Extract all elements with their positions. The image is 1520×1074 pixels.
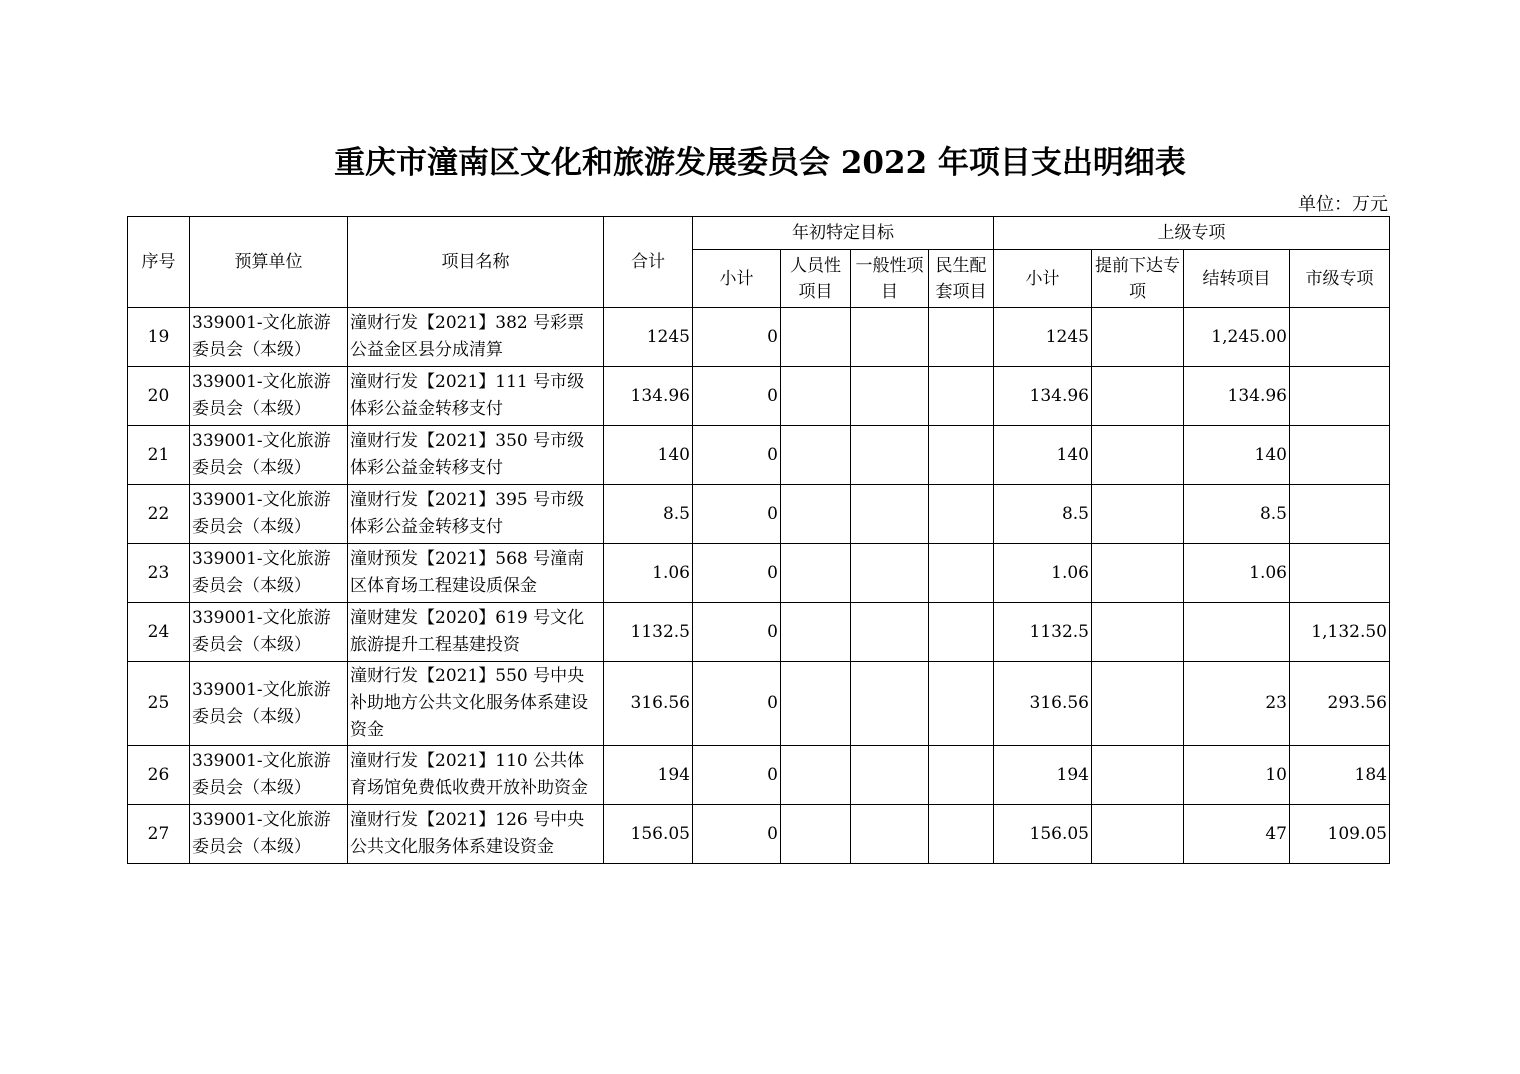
table-body xyxy=(128,308,1390,864)
cell-initial-subtotal: 0 xyxy=(693,662,781,746)
cell-general xyxy=(851,485,929,544)
cell-seq: 25 xyxy=(128,662,190,746)
cell-project-name: 潼财预发【2021】568 号潼南区体育场工程建设质保金 xyxy=(348,544,604,603)
cell-budget-unit: 339001-文化旅游委员会（本级） xyxy=(190,603,348,662)
project-expenditure-table xyxy=(127,216,1390,864)
cell-budget-unit: 339001-文化旅游委员会（本级） xyxy=(190,662,348,746)
cell-project-name: 潼财建发【2020】619 号文化旅游提升工程基建投资 xyxy=(348,603,604,662)
cell-initial-subtotal: 0 xyxy=(693,426,781,485)
cell-advance xyxy=(1092,426,1184,485)
cell-initial-subtotal: 0 xyxy=(693,485,781,544)
header-personnel: 人员性项目 xyxy=(781,250,851,308)
cell-superior-subtotal: 140 xyxy=(994,426,1092,485)
cell-carryover: 134.96 xyxy=(1184,367,1290,426)
table-row xyxy=(128,426,1390,485)
cell-superior-subtotal: 8.5 xyxy=(994,485,1092,544)
cell-livelihood xyxy=(929,485,994,544)
cell-budget-unit: 339001-文化旅游委员会（本级） xyxy=(190,805,348,864)
cell-general xyxy=(851,426,929,485)
cell-superior-subtotal: 156.05 xyxy=(994,805,1092,864)
header-budget-unit: 预算单位 xyxy=(190,217,348,308)
cell-superior-subtotal: 134.96 xyxy=(994,367,1092,426)
cell-seq: 19 xyxy=(128,308,190,367)
cell-superior-subtotal: 1245 xyxy=(994,308,1092,367)
cell-seq: 26 xyxy=(128,746,190,805)
cell-total: 1245 xyxy=(604,308,693,367)
cell-budget-unit: 339001-文化旅游委员会（本级） xyxy=(190,544,348,603)
header-group-superior: 上级专项 xyxy=(994,217,1390,250)
cell-total: 1.06 xyxy=(604,544,693,603)
cell-advance xyxy=(1092,805,1184,864)
cell-project-name: 潼财行发【2021】395 号市级体彩公益金转移支付 xyxy=(348,485,604,544)
header-advance: 提前下达专项 xyxy=(1092,250,1184,308)
header-municipal: 市级专项 xyxy=(1290,250,1390,308)
cell-advance xyxy=(1092,367,1184,426)
cell-municipal xyxy=(1290,308,1390,367)
cell-seq: 21 xyxy=(128,426,190,485)
table-row xyxy=(128,544,1390,603)
cell-municipal xyxy=(1290,544,1390,603)
table-row xyxy=(128,367,1390,426)
cell-general xyxy=(851,746,929,805)
table-header xyxy=(128,217,1390,308)
cell-budget-unit: 339001-文化旅游委员会（本级） xyxy=(190,746,348,805)
cell-personnel xyxy=(781,746,851,805)
cell-total: 156.05 xyxy=(604,805,693,864)
cell-livelihood xyxy=(929,805,994,864)
cell-personnel xyxy=(781,308,851,367)
cell-seq: 23 xyxy=(128,544,190,603)
header-livelihood: 民生配套项目 xyxy=(929,250,994,308)
cell-initial-subtotal: 0 xyxy=(693,746,781,805)
cell-budget-unit: 339001-文化旅游委员会（本级） xyxy=(190,485,348,544)
cell-initial-subtotal: 0 xyxy=(693,805,781,864)
cell-advance xyxy=(1092,308,1184,367)
cell-superior-subtotal: 1.06 xyxy=(994,544,1092,603)
cell-advance xyxy=(1092,662,1184,746)
cell-general xyxy=(851,367,929,426)
cell-total: 140 xyxy=(604,426,693,485)
cell-seq: 27 xyxy=(128,805,190,864)
cell-initial-subtotal: 0 xyxy=(693,544,781,603)
cell-seq: 20 xyxy=(128,367,190,426)
cell-livelihood xyxy=(929,662,994,746)
cell-advance xyxy=(1092,485,1184,544)
cell-municipal xyxy=(1290,367,1390,426)
unit-label: 单位：万元 xyxy=(1298,194,1388,215)
cell-municipal: 293.56 xyxy=(1290,662,1390,746)
cell-superior-subtotal: 194 xyxy=(994,746,1092,805)
cell-advance xyxy=(1092,544,1184,603)
cell-livelihood xyxy=(929,603,994,662)
cell-municipal: 1,132.50 xyxy=(1290,603,1390,662)
table-row xyxy=(128,485,1390,544)
cell-carryover: 23 xyxy=(1184,662,1290,746)
cell-project-name: 潼财行发【2021】350 号市级体彩公益金转移支付 xyxy=(348,426,604,485)
cell-municipal xyxy=(1290,426,1390,485)
cell-initial-subtotal: 0 xyxy=(693,308,781,367)
cell-total: 1132.5 xyxy=(604,603,693,662)
cell-project-name: 潼财行发【2021】111 号市级体彩公益金转移支付 xyxy=(348,367,604,426)
cell-livelihood xyxy=(929,746,994,805)
cell-project-name: 潼财行发【2021】550 号中央补助地方公共文化服务体系建设资金 xyxy=(348,662,604,746)
cell-personnel xyxy=(781,367,851,426)
cell-project-name: 潼财行发【2021】110 公共体育场馆免费低收费开放补助资金 xyxy=(348,746,604,805)
cell-budget-unit: 339001-文化旅游委员会（本级） xyxy=(190,426,348,485)
cell-budget-unit: 339001-文化旅游委员会（本级） xyxy=(190,367,348,426)
cell-total: 194 xyxy=(604,746,693,805)
cell-carryover: 140 xyxy=(1184,426,1290,485)
header-total: 合计 xyxy=(604,217,693,308)
cell-budget-unit: 339001-文化旅游委员会（本级） xyxy=(190,308,348,367)
header-project-name: 项目名称 xyxy=(348,217,604,308)
table-row xyxy=(128,308,1390,367)
header-group-initial: 年初特定目标 xyxy=(693,217,994,250)
cell-initial-subtotal: 0 xyxy=(693,367,781,426)
table-row xyxy=(128,805,1390,864)
cell-municipal xyxy=(1290,485,1390,544)
cell-advance xyxy=(1092,603,1184,662)
cell-livelihood xyxy=(929,367,994,426)
cell-general xyxy=(851,308,929,367)
cell-advance xyxy=(1092,746,1184,805)
cell-personnel xyxy=(781,426,851,485)
cell-general xyxy=(851,544,929,603)
header-initial-subtotal: 小计 xyxy=(693,250,781,308)
cell-total: 316.56 xyxy=(604,662,693,746)
cell-project-name: 潼财行发【2021】382 号彩票公益金区县分成清算 xyxy=(348,308,604,367)
document-title: 重庆市潼南区文化和旅游发展委员会 2022 年项目支出明细表 xyxy=(334,145,1186,181)
table-row xyxy=(128,746,1390,805)
table-row xyxy=(128,603,1390,662)
cell-superior-subtotal: 316.56 xyxy=(994,662,1092,746)
header-seq: 序号 xyxy=(128,217,190,308)
cell-total: 134.96 xyxy=(604,367,693,426)
cell-carryover: 47 xyxy=(1184,805,1290,864)
cell-superior-subtotal: 1132.5 xyxy=(994,603,1092,662)
cell-general xyxy=(851,662,929,746)
cell-personnel xyxy=(781,544,851,603)
cell-carryover: 10 xyxy=(1184,746,1290,805)
header-general: 一般性项目 xyxy=(851,250,929,308)
cell-project-name: 潼财行发【2021】126 号中央公共文化服务体系建设资金 xyxy=(348,805,604,864)
cell-carryover: 8.5 xyxy=(1184,485,1290,544)
cell-personnel xyxy=(781,603,851,662)
cell-municipal: 109.05 xyxy=(1290,805,1390,864)
cell-seq: 24 xyxy=(128,603,190,662)
header-superior-subtotal: 小计 xyxy=(994,250,1092,308)
cell-initial-subtotal: 0 xyxy=(693,603,781,662)
cell-livelihood xyxy=(929,308,994,367)
cell-livelihood xyxy=(929,544,994,603)
cell-seq: 22 xyxy=(128,485,190,544)
cell-livelihood xyxy=(929,426,994,485)
cell-municipal: 184 xyxy=(1290,746,1390,805)
cell-personnel xyxy=(781,805,851,864)
cell-carryover: 1,245.00 xyxy=(1184,308,1290,367)
cell-personnel xyxy=(781,662,851,746)
cell-total: 8.5 xyxy=(604,485,693,544)
cell-personnel xyxy=(781,485,851,544)
table-row xyxy=(128,662,1390,746)
cell-general xyxy=(851,805,929,864)
cell-carryover: 1.06 xyxy=(1184,544,1290,603)
header-carryover: 结转项目 xyxy=(1184,250,1290,308)
cell-carryover xyxy=(1184,603,1290,662)
cell-general xyxy=(851,603,929,662)
